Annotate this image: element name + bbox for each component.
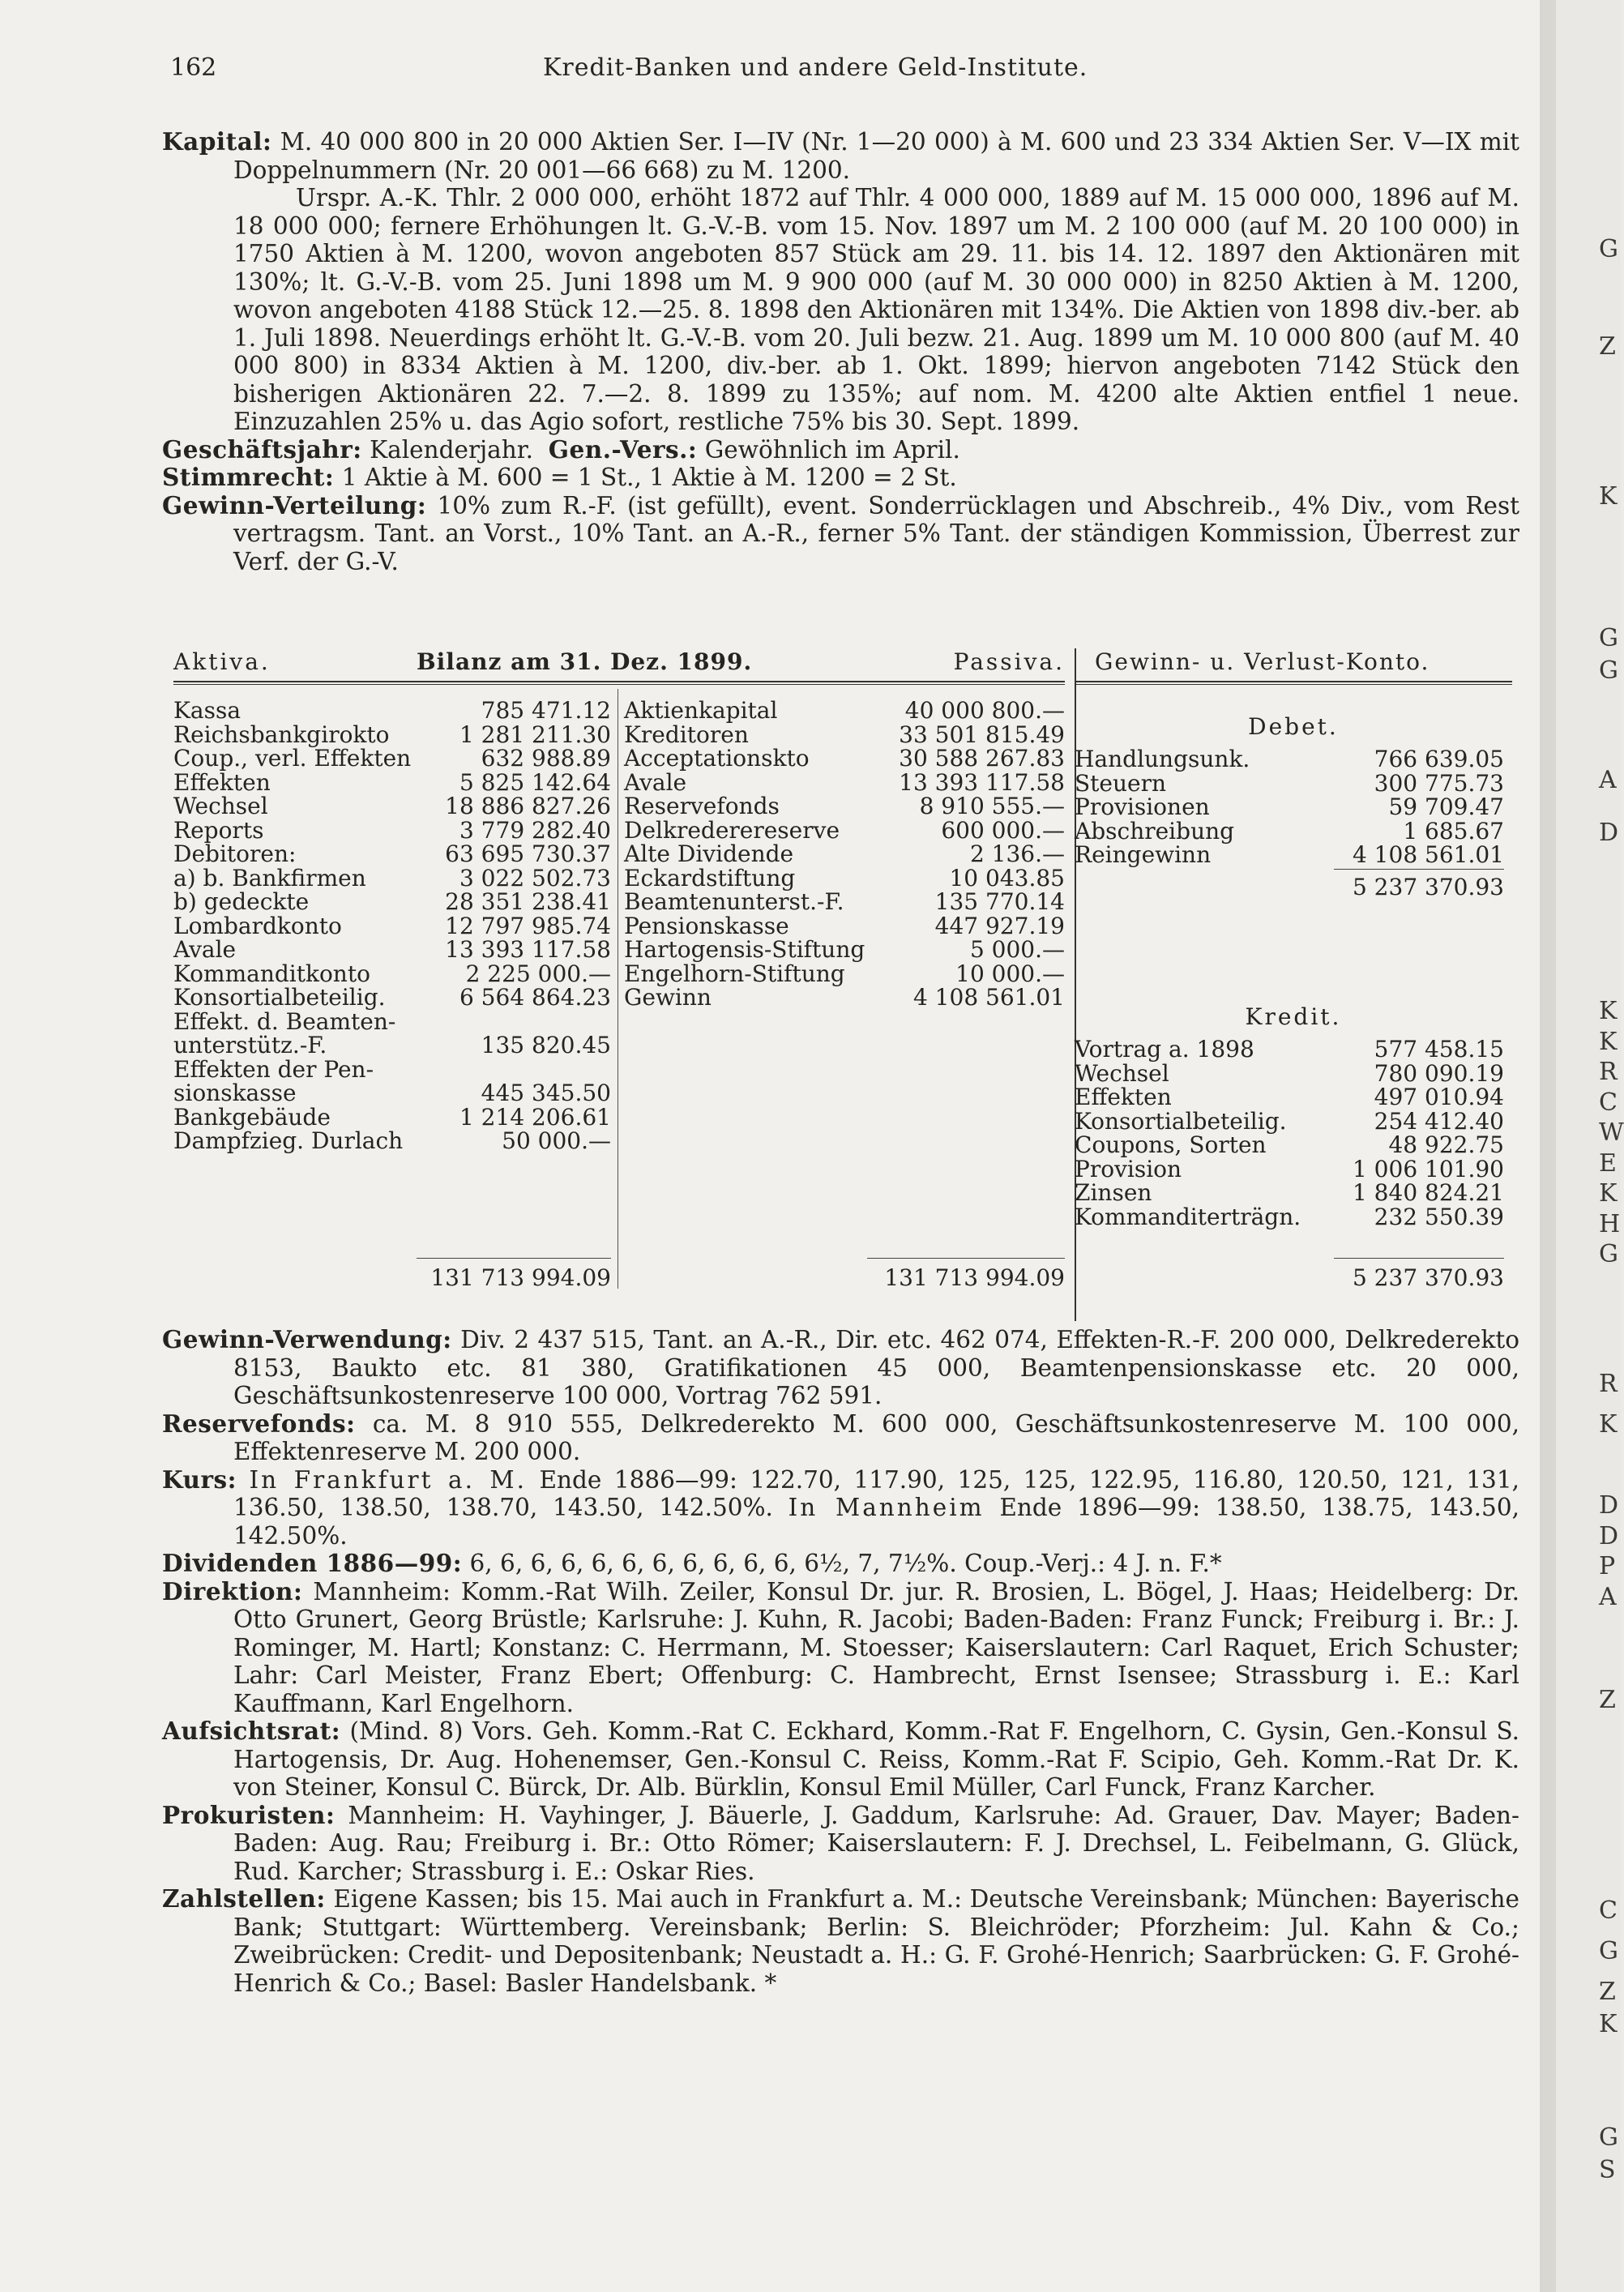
row-label: Delkrederereserve	[624, 816, 840, 844]
row-value: 445 345.50	[481, 1080, 611, 1106]
row-value: 3 022 502.73	[459, 864, 611, 892]
company-details-top	[162, 128, 1519, 575]
table-row	[173, 1033, 611, 1058]
table-row	[1075, 795, 1504, 819]
aktiva-total: 131 713 994.09	[430, 1264, 611, 1291]
row-label: Acceptationskto	[624, 745, 810, 772]
row-label: Lombardkonto	[173, 912, 342, 939]
row-value: 1 840 824.21	[1352, 1179, 1504, 1206]
row-value: 28 351 238.41	[445, 888, 611, 915]
row-label: Konsortialbeteilig.	[173, 984, 386, 1011]
kredit-heading: Kredit.	[1245, 1003, 1342, 1030]
row-value: 1 006 101.90	[1352, 1155, 1504, 1182]
prok-label: Prokuristen:	[162, 1800, 335, 1829]
row-label: Provisionen	[1075, 793, 1210, 820]
row-value: 2 225 000.—	[465, 960, 611, 987]
kredit-sum-rule	[1334, 1258, 1504, 1259]
row-value: 632 988.89	[481, 745, 611, 772]
kredit-total: 5 237 370.93	[1352, 1264, 1504, 1291]
table-row	[173, 986, 611, 1010]
zahl-text: Eigene Kassen; bis 15. Mai auch in Frankfurt a. M.: Deutsche Vereinsbank; München: Bayerische Bank; Stuttgart: Württemberg. Vereinsbank; Berlin: S. Bleichröder; Pforzheim: Jul. Kahn & Co.; Zweibrücken: Credit- und Depositenbank; Neustadt a. H.: G. F. Grohé-Henrich; Saarbrücken: G. F. Grohé-Henrich & Co.; Basel: Basler Handelsbank. *	[233, 1885, 1519, 1997]
edge-letter: Z	[1599, 1686, 1616, 1714]
table-row	[624, 746, 1065, 771]
row-label: Engelhorn-Stiftung	[624, 960, 845, 987]
edge-letter: R	[1599, 1058, 1618, 1086]
kapital-label: Kapital:	[162, 127, 272, 156]
prokuristen-paragraph	[162, 1802, 1519, 1886]
table-row	[1075, 1107, 1504, 1135]
zahlstellen-paragraph	[162, 1885, 1519, 1997]
row-label: Abschreibung	[1075, 817, 1235, 845]
edge-letter: D	[1599, 1522, 1619, 1550]
page-gutter	[1540, 0, 1556, 2292]
row-value: 785 471.12	[481, 697, 611, 724]
row-value: 1 685.67	[1403, 817, 1504, 845]
row-label: Effekten	[173, 768, 271, 796]
aktiva-sum-rule	[417, 1258, 611, 1259]
debet-total: 5 237 370.93	[1352, 874, 1504, 900]
aktiva-column	[173, 699, 611, 1153]
edge-letter: G	[1599, 1937, 1618, 1965]
gewinnverwendung-paragraph	[162, 1326, 1519, 1410]
kurs-text-mannheim: Ende 1896—99: 138.50, 138.75, 143.50, 142.50%.	[233, 1494, 1519, 1550]
edge-letter: G	[1599, 656, 1618, 685]
row-label: Aktienkapital	[624, 697, 778, 724]
table-row	[173, 1007, 611, 1035]
row-label: Wechsel	[1075, 1059, 1169, 1087]
row-label: Bankgebäude	[173, 1103, 331, 1131]
row-value: 232 550.39	[1374, 1203, 1504, 1230]
row-label: Avale	[173, 936, 237, 963]
kredit-column	[1075, 1037, 1504, 1229]
gv-text: Gewöhnlich im April.	[704, 435, 960, 464]
edge-letter: P	[1599, 1552, 1616, 1580]
row-value: 30 588 267.83	[899, 745, 1065, 772]
table-row	[173, 699, 611, 723]
table-row	[1075, 769, 1504, 797]
table-row	[1075, 1205, 1504, 1229]
direktion-paragraph	[162, 1578, 1519, 1718]
table-row	[173, 816, 611, 844]
gj-text: Kalenderjahr.	[370, 435, 534, 464]
reservefonds-paragraph	[162, 1410, 1519, 1466]
row-label: Provision	[1075, 1155, 1182, 1182]
edge-letter: D	[1599, 1491, 1619, 1520]
edge-letter: H	[1599, 1210, 1621, 1238]
table-row	[624, 768, 1065, 796]
resf-text: ca. M. 8 910 555, Delkrederekto M. 600 000, Geschäftsunkostenreserve M. 100 000, Effektenreserve M. 200 000.	[233, 1409, 1519, 1465]
row-label: Reports	[173, 816, 264, 844]
row-value: 300 775.73	[1374, 769, 1504, 797]
edge-letter: D	[1599, 819, 1619, 847]
row-value: 780 090.19	[1374, 1059, 1504, 1087]
table-row	[173, 938, 611, 962]
table-row	[624, 866, 1065, 891]
row-label: Coup., verl. Effekten	[173, 745, 412, 772]
row-label: Steuern	[1075, 769, 1167, 797]
edge-letter: K	[1599, 482, 1618, 511]
table-row	[624, 986, 1065, 1010]
row-label: Reservefonds	[624, 793, 780, 819]
row-value: 63 695 730.37	[445, 840, 611, 867]
row-label: Reingewinn	[1075, 841, 1212, 868]
table-row	[624, 890, 1065, 914]
edge-letter: A	[1599, 1583, 1617, 1611]
running-title: Kredit-Banken und andere Geld-Institute.	[543, 53, 1088, 82]
stimm-label: Stimmrecht:	[162, 463, 335, 491]
ar-label: Aufsichtsrat:	[162, 1717, 341, 1745]
table-row	[1075, 819, 1504, 844]
table-row	[624, 914, 1065, 939]
edge-letter: G	[1599, 624, 1618, 652]
row-label: Handlungsunk.	[1075, 746, 1250, 772]
row-label: Konsortialbeteilig.	[1075, 1107, 1287, 1135]
div-text: 6, 6, 6, 6, 6, 6, 6, 6, 6, 6, 6, 6½, 7, 7½%. Coup.-Verj.: 4 J. n. F.*	[469, 1550, 1222, 1577]
row-label: Vortrag a. 1898	[1075, 1036, 1254, 1063]
row-label: Kreditoren	[624, 721, 749, 748]
row-value: 447 927.19	[934, 912, 1065, 939]
kurs-label: Kurs:	[162, 1465, 237, 1494]
geschaeftsjahr-line	[162, 436, 1519, 464]
gewinnverteilung-paragraph	[162, 492, 1519, 576]
table-row	[173, 723, 611, 747]
dividenden-paragraph	[162, 1550, 1519, 1578]
row-value: 6 564 864.23	[459, 984, 611, 1011]
row-value: 33 501 815.49	[899, 721, 1065, 748]
table-row	[173, 1129, 611, 1153]
row-label: Debitoren:	[173, 840, 297, 867]
edge-letter: Z	[1599, 332, 1616, 361]
kurs-text-frankfurt: Ende 1886—99: 122.70, 117.90, 125, 125, 122.95, 116.80, 120.50, 121, 131, 136.50, 138.50, 138.70, 143.50, 142.50%.	[233, 1465, 1519, 1521]
table-row	[1075, 1181, 1504, 1205]
row-label: Zinsen	[1075, 1179, 1152, 1206]
passiva-total: 131 713 994.09	[884, 1264, 1065, 1291]
row-label: Kommanditkonto	[173, 960, 370, 987]
row-label: Hartogensis-Stiftung	[624, 936, 865, 963]
stimmrecht-line	[162, 464, 1519, 492]
table-row	[173, 746, 611, 771]
row-value: 13 393 117.58	[445, 936, 611, 963]
row-value: 12 797 985.74	[445, 912, 611, 939]
table-row	[624, 842, 1065, 866]
row-label: Effekten	[1075, 1084, 1172, 1110]
edge-letter: C	[1599, 1088, 1618, 1117]
guv-table	[1075, 648, 1512, 1321]
row-value: 5 825 142.64	[459, 768, 611, 796]
edge-letter: C	[1599, 1896, 1618, 1925]
row-value: 10 043.85	[949, 864, 1065, 892]
next-page-edge	[1556, 0, 1624, 2292]
gewinnv-label: Gewinn-Verteilung:	[162, 490, 427, 520]
row-label: Effekt. d. Beamten-	[173, 1007, 396, 1035]
edge-letter: W	[1599, 1118, 1624, 1147]
row-value: 497 010.94	[1374, 1084, 1504, 1110]
edge-letter: K	[1599, 1179, 1618, 1208]
table-row	[1075, 1037, 1504, 1062]
gv-label: Gen.-Vers.:	[548, 434, 698, 464]
row-label: Coupons, Sorten	[1075, 1131, 1267, 1158]
debet-heading: Debet.	[1248, 713, 1339, 740]
row-value: 18 886 827.26	[445, 793, 611, 819]
row-value: 766 639.05	[1374, 746, 1504, 772]
bilanz-title-row	[173, 648, 1065, 679]
resf-label: Reservefonds:	[162, 1409, 356, 1438]
gverw-label: Gewinn-Verwendung:	[162, 1325, 452, 1353]
edge-letter: A	[1599, 766, 1617, 794]
table-row	[173, 1105, 611, 1130]
row-label: Wechsel	[173, 793, 268, 819]
row-value: 600 000.—	[941, 816, 1065, 844]
row-value: 59 709.47	[1388, 793, 1504, 820]
bilanz-rule-thin	[173, 684, 1065, 685]
row-label: Avale	[624, 768, 687, 796]
row-label: unterstütz.-F.	[173, 1032, 327, 1058]
row-value: 1 214 206.61	[459, 1103, 611, 1131]
row-value: 135 770.14	[934, 888, 1065, 915]
gewinnv-text: 10% zum R.-F. (ist gefüllt), event. Sonderrücklagen und Abschreib., 4% Div., vom Rest vertragsm. Tant. an Vorst., 10% Tant. an A.-R., ferner 5% Tant. der ständigen Kommission, Überrest zur Verf. der G.-V.	[233, 491, 1519, 575]
debet-sum-rule	[1334, 869, 1504, 870]
page-number: 162	[170, 53, 217, 82]
table-row	[1075, 1085, 1504, 1110]
row-value: 4 108 561.01	[1352, 841, 1504, 868]
gverw-text: Div. 2 437 515, Tant. an A.-R., Dir. etc. 462 074, Effekten-R.-F. 200 000, Delkrederekto 8153, Baukto etc. 81 380, Gratifikationen 45 000, Beamtenpensionskasse etc. 20 000, Geschäftsunkostenreserve 100 000, Vortrag 762 591.	[233, 1326, 1519, 1409]
row-value: 2 136.—	[969, 840, 1065, 867]
table-row	[1075, 747, 1504, 772]
edge-letter: G	[1599, 235, 1618, 263]
row-value: 40 000 800.—	[904, 697, 1065, 724]
page-header	[170, 53, 1515, 88]
table-row	[1075, 1157, 1504, 1182]
zahl-label: Zahlstellen:	[162, 1884, 326, 1913]
dir-text: Mannheim: Komm.-Rat Wilh. Zeiler, Konsul Dr. jur. R. Brosien, L. Bögel, J. Haas; Heidelberg: Dr. Otto Grunert, Georg Brüstle; Karlsruhe: J. Kuhn, R. Jacobi; Baden-Baden: Franz Funck; Freiburg i. Br.: J. Rominger, M. Hartl; Konstanz: C. Herrmann, M. Stoesser; Kaiserslautern: Carl Raquet, Erich Schuster; Lahr: Carl Meister, Franz Ebert; Offenburg: C. Hambrecht, Ernst Isensee; Strassburg i. E.: Karl Kauffmann, Karl Engelhorn.	[233, 1577, 1519, 1717]
passiva-sum-rule	[867, 1258, 1065, 1259]
edge-letter: S	[1599, 2156, 1616, 2184]
prok-text: Mannheim: H. Vayhinger, J. Bäuerle, J. Gaddum, Karlsruhe: Ad. Grauer, Dav. Mayer; Baden-Baden: Aug. Rau; Freiburg i. Br.: Otto Römer; Kaiserslautern: F. J. Drechsel, L. Feibelmann, G. Glück, Rud. Karcher; Strassburg i. E.: Oskar Ries.	[233, 1801, 1519, 1885]
row-label: a) b. Bankfirmen	[173, 864, 366, 892]
table-row	[624, 794, 1065, 819]
kurs-mannheim: In Mannheim	[788, 1494, 985, 1521]
debet-column	[1075, 747, 1504, 867]
edge-letter: Z	[1599, 1978, 1616, 2006]
row-value: 8 910 555.—	[919, 793, 1065, 819]
kapital-paragraph	[162, 128, 1519, 184]
guv-rule	[1075, 681, 1512, 682]
row-label: Dampfzieg. Durlach	[173, 1127, 404, 1154]
row-value: 254 412.40	[1374, 1107, 1504, 1135]
table-row	[173, 1081, 611, 1105]
row-value: 10 000.—	[955, 960, 1065, 987]
row-label: Beamtenunterst.-F.	[624, 888, 844, 915]
table-row	[624, 962, 1065, 986]
edge-letter: K	[1599, 1028, 1618, 1056]
bilanz-rule	[173, 681, 1065, 682]
table-row	[1075, 1059, 1504, 1087]
kurs-paragraph	[162, 1466, 1519, 1550]
table-row	[173, 914, 611, 939]
edge-letter: E	[1599, 1149, 1617, 1178]
gj-label: Geschäftsjahr:	[162, 434, 362, 464]
table-row	[173, 866, 611, 891]
row-label: b) gedeckte	[173, 888, 310, 915]
guv-title: Gewinn- u. Verlust-Konto.	[1095, 648, 1430, 675]
row-label: Eckardstiftung	[624, 864, 796, 892]
edge-letter: K	[1599, 997, 1618, 1025]
table-row	[624, 723, 1065, 747]
row-label: Pensionskasse	[624, 912, 789, 939]
kapital-text: M. 40 000 800 in 20 000 Aktien Ser. I—IV (Nr. 1—20 000) à M. 600 und 23 334 Aktien Ser. V—IX mit Doppelnummern (Nr. 20 001—66 668) zu M. 1200.	[233, 128, 1519, 184]
row-value: 50 000.—	[502, 1127, 611, 1154]
table-row	[173, 1055, 611, 1083]
table-row	[173, 890, 611, 914]
edge-letter: G	[1599, 2123, 1618, 2152]
ar-text: (Mind. 8) Vors. Geh. Komm.-Rat C. Eckhard, Komm.-Rat F. Engelhorn, C. Gysin, Gen.-Konsul S. Hartogensis, Dr. Aug. Hohenemser, Gen.-Konsul C. Reiss, Komm.-Rat F. Scipio, Geh. Komm.-Rat Dr. K. von Steiner, Konsul C. Bürck, Dr. Alb. Bürklin, Konsul Emil Müller, Carl Funck, Franz Karcher.	[233, 1717, 1519, 1801]
row-label: Kassa	[173, 697, 241, 724]
passiva-heading: Passiva.	[953, 648, 1065, 675]
dir-label: Direktion:	[162, 1576, 303, 1606]
row-label: Reichsbankgirokto	[173, 721, 390, 748]
table-row	[173, 794, 611, 819]
table-row	[624, 699, 1065, 723]
company-details-bottom	[162, 1326, 1519, 1997]
table-row	[1075, 843, 1504, 867]
row-value: 4 108 561.01	[912, 984, 1065, 1011]
kurs-frankfurt: In Frankfurt a. M.	[249, 1465, 528, 1494]
passiva-column	[624, 699, 1065, 1010]
row-value: 48 922.75	[1388, 1131, 1504, 1158]
row-value: 1 281 211.30	[459, 721, 611, 748]
row-label: Gewinn	[624, 984, 712, 1011]
guv-rule-thin	[1075, 684, 1512, 685]
table-row	[624, 938, 1065, 962]
bilanz-table	[173, 648, 1065, 1321]
table-row	[173, 842, 611, 866]
kapital-history: Urspr. A.-K. Thlr. 2 000 000, erhöht 1872 auf Thlr. 4 000 000, 1889 auf M. 15 000 000, 1896 auf M. 18 000 000; fernere Erhöhungen lt. G.-V.-B. vom 15. Nov. 1897 um M. 2 100 000 (auf M. 20 100 000) in 1750 Aktien à M. 1200, wovon angeboten 857 Stück am 29. 11. bis 14. 12. 1897 den Aktionären mit 130%; lt. G.-V.-B. vom 25. Juni 1898 um M. 9 900 000 (auf M. 30 000 000) in 8250 Aktien à M. 1200, wovon angeboten 4188 Stück 12.—25. 8. 1898 den Aktionären mit 134%. Die Aktien von 1898 div.-ber. ab 1. Juli 1898. Neuerdings erhöht lt. G.-V.-B. vom 20. Juli bezw. 21. Aug. 1899 um M. 10 000 800 (auf M. 40 000 800) in 8334 Aktien à M. 1200, div.-ber. ab 1. Okt. 1899; hiervon angeboten 7142 Stück den bisherigen Aktionären 22. 7.—2. 8. 1899 zu 135%; auf nom. M. 4200 alte Aktien entfiel 1 neue. Einzuzahlen 25% u. das Agio sofort, restliche 75% bis 30. Sept. 1899.	[233, 184, 1519, 435]
bilanz-title: Bilanz am 31. Dez. 1899.	[417, 648, 753, 675]
edge-letter: R	[1599, 1370, 1618, 1398]
table-row	[173, 768, 611, 796]
stimm-text: 1 Aktie à M. 600 = 1 St., 1 Aktie à M. 1200 = 2 St.	[341, 464, 957, 491]
row-label: Effekten der Pen-	[173, 1055, 374, 1083]
row-label: Kommanditerträgn.	[1075, 1203, 1301, 1230]
row-label: sionskasse	[173, 1080, 297, 1106]
row-value: 135 820.45	[481, 1032, 611, 1058]
table-row	[173, 962, 611, 986]
row-value: 5 000.—	[969, 936, 1065, 963]
row-label: Alte Dividende	[624, 840, 794, 867]
table-row	[1075, 1133, 1504, 1157]
aufsichtsrat-paragraph	[162, 1717, 1519, 1802]
edge-letter: K	[1599, 1410, 1618, 1439]
row-value: 3 779 282.40	[459, 816, 611, 844]
row-value: 577 458.15	[1374, 1036, 1504, 1063]
row-value: 13 393 117.58	[899, 768, 1065, 796]
table-row	[624, 816, 1065, 844]
div-label: Dividenden 1886—99:	[162, 1549, 463, 1577]
edge-letter: G	[1599, 1240, 1618, 1268]
edge-letter: K	[1599, 2010, 1618, 2038]
aktiva-heading: Aktiva.	[173, 648, 271, 675]
